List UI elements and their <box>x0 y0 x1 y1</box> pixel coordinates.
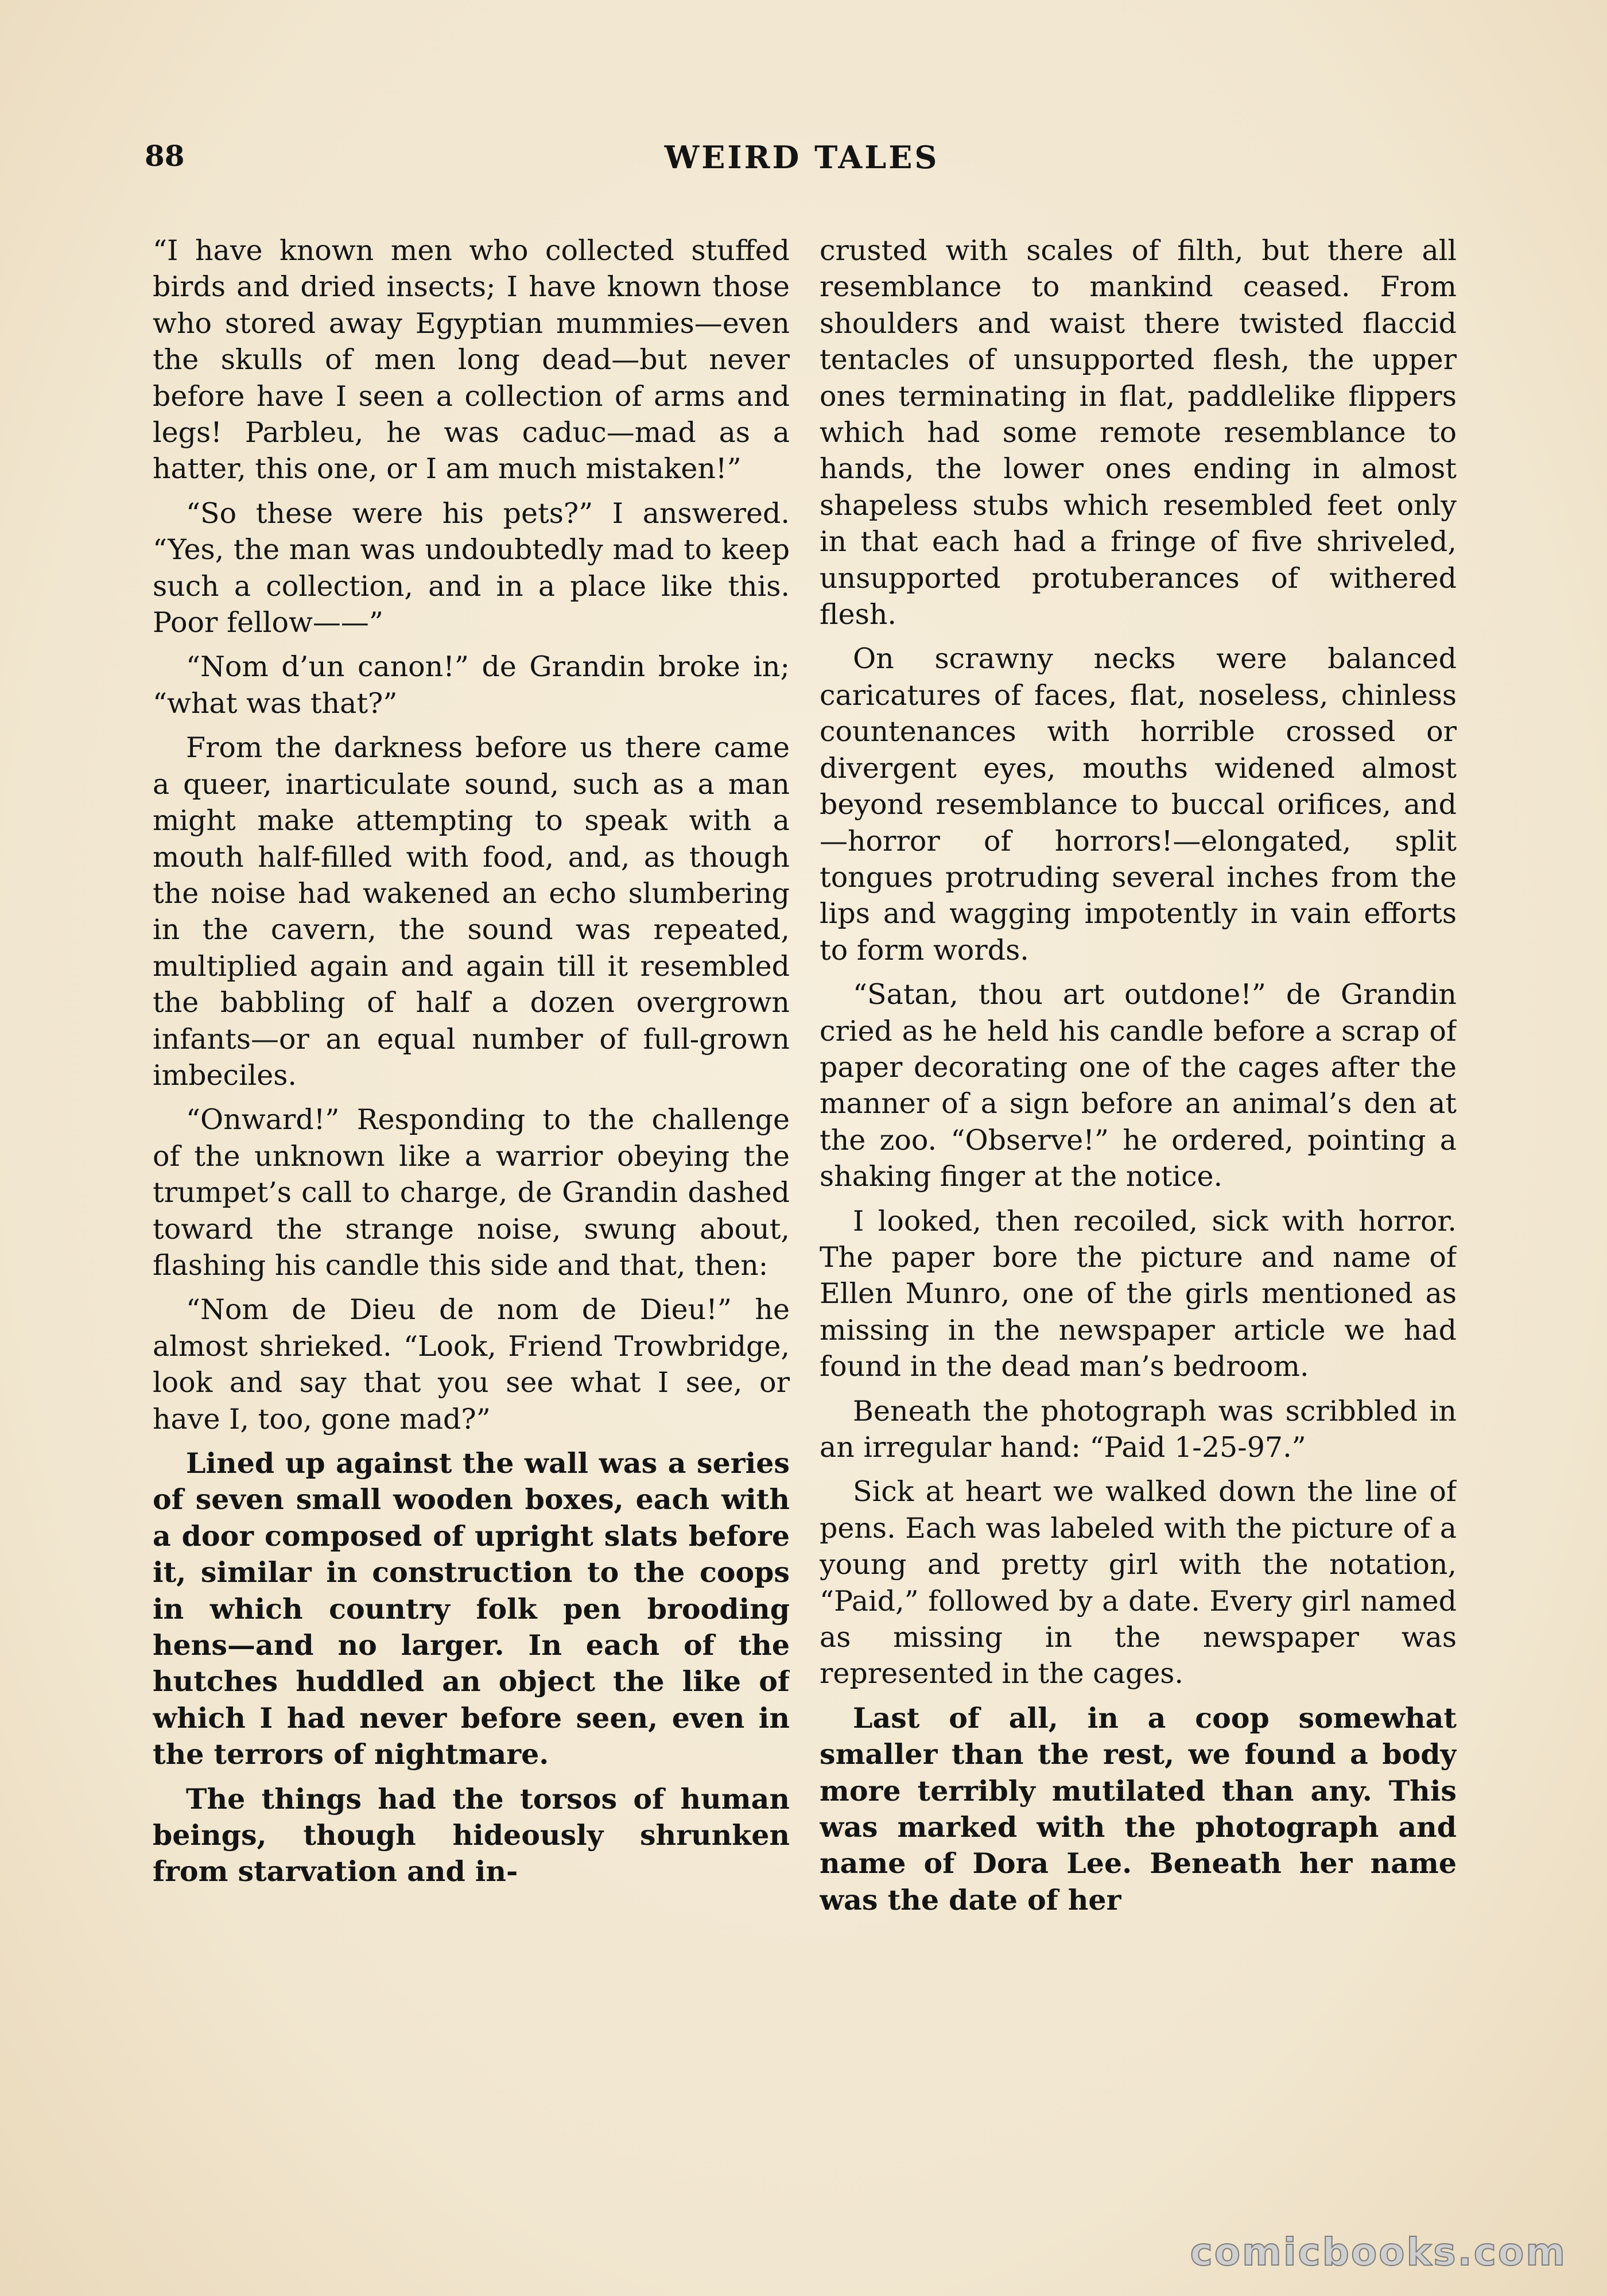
paragraph: Beneath the photograph was scribbled in an irregular hand: “Paid 1-25-97.” <box>820 1394 1457 1464</box>
paragraph: On scrawny necks were balanced caricatures of faces, flat, noseless, chinless countenances with horrible crossed or divergent eyes, mouths widened almost beyond resemblance to buccal orifices, and—horror of horrors!—elongated, split tongues protruding several inches from the lips and wagging impotently in vain efforts to form words. <box>820 642 1457 967</box>
paragraph: The things had the torsos of human beings, though hideously shrunken from starvation and in- <box>153 1782 790 1888</box>
site-watermark: comicbooks.com <box>1190 2230 1567 2274</box>
paragraph: Sick at heart we walked down the line of pens. Each was labeled with the picture of a young and pretty girl with the notation, “Paid,” followed by a date. Every girl named as missing in the newspaper was represented in the cages. <box>820 1475 1457 1690</box>
paragraph: I looked, then recoiled, sick with horror. The paper bore the picture and name of Ellen Munro, one of the girls mentioned as missing in the newspaper article we had found in the dead man’s bedroom. <box>820 1204 1457 1383</box>
page-header <box>145 139 1459 185</box>
left-column <box>153 232 790 2150</box>
paragraph: “I have known men who collected stuffed birds and dried insects; I have known those who stored away Egyptian mummies—even the skulls of men long dead—but never before have I seen a collection of arms and legs! Parbleu, he was caduc—mad as a hatter, this one, or I am much mistaken!” <box>153 234 790 486</box>
paragraph: From the darkness before us there came a queer, inarticulate sound, such as a man might make attempting to speak with a mouth half-filled with food, and, as though the noise had wakened an echo slumbering in the cavern, the sound was repeated, multiplied again and again till it resembled the babbling of half a dozen overgrown infants—or an equal number of full-grown imbeciles. <box>153 731 790 1092</box>
paragraph: crusted with scales of filth, but there all resemblance to mankind ceased. From shoulders and waist there twisted flaccid tentacles of unsupported flesh, the upper ones terminating in flat, paddlelike flippers which had some remote resemblance to hands, the lower ones ending in almost shapeless stubs which resembled feet only in that each had a fringe of five shriveled, unsupported protuberances of withered flesh. <box>820 234 1457 631</box>
running-head: WEIRD TALES <box>664 139 940 176</box>
right-column <box>820 232 1457 2150</box>
paragraph: “Nom de Dieu de nom de Dieu!” he almost shrieked. “Look, Friend Trowbridge, look and say that you see what I see, or have I, too, gone mad?” <box>153 1293 790 1436</box>
paragraph: “Nom d’un canon!” de Grandin broke in; “what was that?” <box>153 650 790 720</box>
page-number: 88 <box>145 139 185 173</box>
paragraph: “Satan, thou art outdone!” de Grandin cried as he held his candle before a scrap of paper decorating one of the cages after the manner of a sign before an animal’s den at the zoo. “Observe!” he ordered, pointing a shaking finger at the notice. <box>820 978 1457 1193</box>
paragraph: “So these were his pets?” I answered. “Yes, the man was undoubtedly mad to keep such a collection, and in a place like this. Poor fellow——” <box>153 497 790 639</box>
paragraph: “Onward!” Responding to the challenge of the unknown like a warrior obeying the trumpet’s call to charge, de Grandin dashed toward the strange noise, swung about, flashing his candle this side and that, then: <box>153 1103 790 1282</box>
paragraph: Last of all, in a coop somewhat smaller than the rest, we found a body more terribly mutilated than any. This was marked with the photograph and name of Dora Lee. Beneath her name was the date of her <box>820 1701 1457 1917</box>
paragraph: Lined up against the wall was a series of seven small wooden boxes, each with a door composed of upright slats before it, similar in construction to the coops in which country folk pen brooding hens—and no larger. In each of the hutches huddled an object the like of which I had never before seen, even in the terrors of nightmare. <box>153 1446 790 1771</box>
